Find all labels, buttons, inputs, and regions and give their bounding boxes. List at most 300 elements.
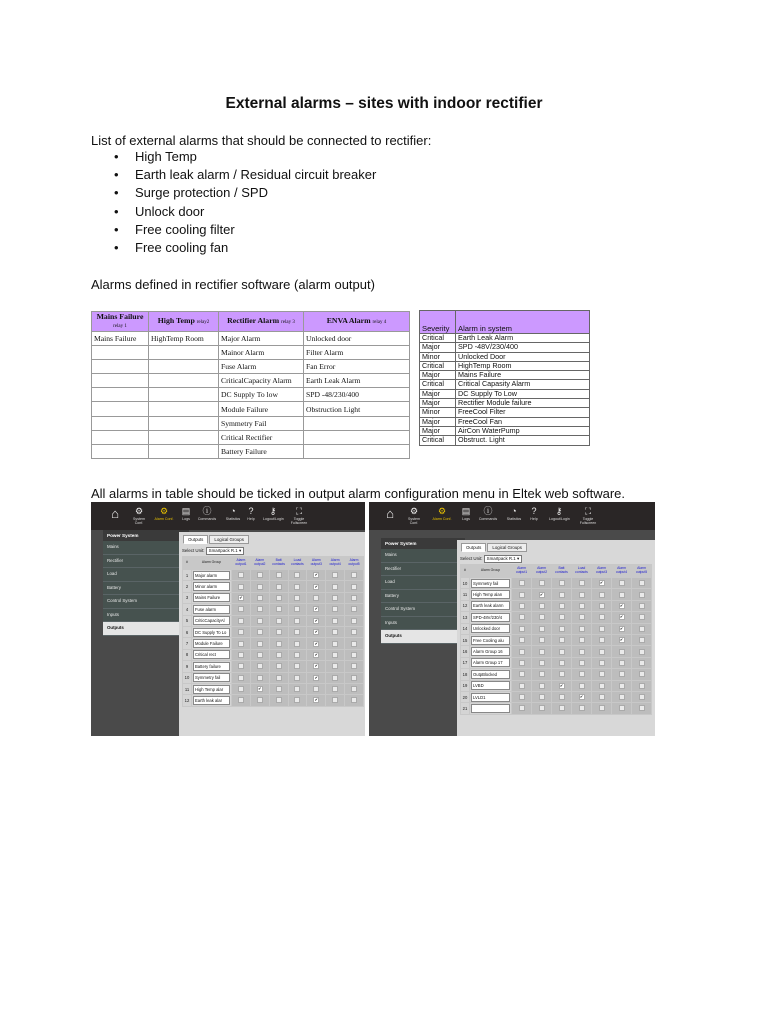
toolbar-item-3[interactable]	[456, 506, 476, 521]
alarm-checkbox[interactable]: ✔	[314, 606, 318, 612]
alarm-checkbox[interactable]	[619, 683, 625, 689]
alarm-checkbox[interactable]: ✔	[258, 686, 262, 692]
alarm-checkbox[interactable]	[639, 705, 645, 711]
alarm-checkbox[interactable]	[559, 626, 565, 632]
alarm-checkbox[interactable]	[238, 663, 244, 669]
alarm-checkbox[interactable]	[539, 649, 545, 655]
alarm-checkbox[interactable]	[599, 671, 605, 677]
alarm-checkbox[interactable]	[332, 697, 338, 703]
table-row	[420, 380, 590, 389]
table-cell: Obstruct. Light	[456, 436, 590, 445]
checkbox-cell	[232, 592, 251, 603]
alarm-group-input[interactable]: LVBD	[471, 681, 510, 690]
alarm-group-cell	[470, 657, 512, 668]
checkbox-cell	[512, 646, 532, 657]
checkbox-cell	[552, 680, 572, 691]
column-header-label: Rectifier Alarm	[227, 315, 280, 325]
checkbox-cell	[512, 680, 532, 691]
sidebar-item-label: Mains	[107, 544, 119, 549]
alarm-checkbox[interactable]	[351, 572, 357, 578]
tab-outputs[interactable]: Outputs	[461, 543, 486, 552]
alarm-checkbox[interactable]: ✔	[314, 697, 318, 703]
alarm-checkbox[interactable]: ✔	[599, 580, 604, 586]
toolbar-item-3[interactable]	[176, 506, 196, 521]
alarm-checkbox[interactable]	[276, 584, 282, 590]
alarm-checkbox[interactable]	[238, 652, 244, 658]
alarm-checkbox[interactable]	[619, 649, 625, 655]
alarm-checkbox[interactable]	[276, 675, 282, 681]
alarm-checkbox[interactable]: ✔	[314, 583, 318, 589]
toolbar-item-5[interactable]	[504, 506, 524, 521]
alarm-group-input[interactable]: Symmetry fail	[193, 673, 230, 682]
alarm-checkbox[interactable]	[539, 614, 545, 620]
alarm-checkbox[interactable]	[639, 660, 645, 666]
alarm-checkbox[interactable]	[519, 614, 525, 620]
alarm-checkbox[interactable]	[559, 705, 565, 711]
alarm-checkbox[interactable]	[351, 595, 357, 601]
alarm-checkbox[interactable]	[276, 686, 282, 692]
sidebar-item-control-system[interactable]	[103, 595, 189, 609]
alarm-checkbox[interactable]	[238, 584, 244, 590]
toolbar-item-2[interactable]	[432, 506, 452, 521]
table-cell	[149, 444, 219, 458]
alarm-checkbox[interactable]	[579, 649, 585, 655]
alarm-checkbox[interactable]	[332, 652, 338, 658]
checkbox-cell	[269, 570, 288, 581]
relay-table	[91, 311, 410, 459]
alarm-group-input[interactable]: DC Supply To Lo	[193, 628, 230, 637]
alarm-checkbox[interactable]	[332, 572, 338, 578]
alarm-checkbox[interactable]	[257, 663, 263, 669]
alarm-checkbox[interactable]	[276, 595, 282, 601]
alarm-checkbox[interactable]	[257, 606, 263, 612]
sidebar-item-battery[interactable]	[103, 582, 189, 596]
alarm-checkbox[interactable]	[579, 671, 585, 677]
sidebar-item-inputs[interactable]	[103, 609, 189, 623]
toolbar-item-7[interactable]	[549, 506, 569, 521]
alarm-checkbox[interactable]	[599, 592, 605, 598]
alarm-checkbox[interactable]	[238, 675, 244, 681]
table-row	[92, 332, 410, 346]
sidebar-item-rectifier[interactable]	[103, 555, 189, 569]
alarm-checkbox[interactable]	[639, 694, 645, 700]
alarm-checkbox[interactable]	[351, 663, 357, 669]
checkbox-cell	[552, 589, 572, 600]
alarm-group-input[interactable]: Mains Failure	[193, 593, 230, 602]
logs-icon: ▤	[181, 506, 191, 516]
alarm-checkbox[interactable]	[332, 606, 338, 612]
sidebar-item-mains[interactable]	[381, 549, 465, 563]
alarm-checkbox[interactable]	[599, 705, 605, 711]
alarm-checkbox[interactable]	[559, 671, 565, 677]
row-number: 11	[461, 589, 470, 600]
sidebar-item-rectifier[interactable]	[381, 563, 465, 577]
alarm-checkbox[interactable]	[639, 614, 645, 620]
table-cell: FreeCool Fan	[456, 417, 590, 426]
list-item	[91, 239, 376, 257]
sidebar-header: Power System	[103, 530, 189, 541]
checkbox-cell	[552, 703, 572, 714]
sidebar-item-load[interactable]	[381, 576, 465, 590]
toolbar-label: Commands	[197, 517, 217, 521]
alarm-checkbox[interactable]	[257, 629, 263, 635]
checkbox-cell	[632, 691, 652, 702]
toolbar-item-4[interactable]	[478, 506, 498, 521]
alarm-checkbox[interactable]	[579, 626, 585, 632]
home-button[interactable]	[108, 508, 122, 519]
alarm-checkbox[interactable]	[332, 618, 338, 624]
alarm-checkbox[interactable]: ✔	[579, 694, 584, 700]
alarm-group-input[interactable]: OutpBlocked	[471, 670, 510, 679]
alarm-checkbox[interactable]: ✔	[619, 625, 624, 631]
alarm-checkbox[interactable]	[539, 626, 545, 632]
alarm-checkbox[interactable]: ✔	[314, 629, 318, 635]
alarm-group-input[interactable]: Critical rect	[193, 650, 230, 659]
alarm-checkbox[interactable]	[579, 614, 585, 620]
table-row	[92, 430, 410, 444]
alarm-checkbox[interactable]	[257, 697, 263, 703]
checkbox-cell	[345, 638, 364, 649]
alarm-group-input[interactable]: Earth leak alar	[193, 696, 230, 705]
checkbox-cell	[612, 589, 632, 600]
statistics-icon: ◔	[230, 506, 236, 516]
alarm-checkbox[interactable]: ✔	[314, 674, 318, 680]
toolbar-item-5[interactable]	[223, 506, 243, 521]
alarm-group-input[interactable]: High Temp alan	[471, 590, 510, 599]
alarm-checkbox[interactable]	[639, 626, 645, 632]
unit-select[interactable]	[484, 555, 522, 563]
alarm-group-input[interactable]: Module Failure	[193, 639, 230, 648]
checkbox-cell	[552, 600, 572, 611]
alarm-group-input[interactable]: High Temp alar	[193, 685, 230, 694]
sidebar-item-battery[interactable]	[381, 590, 465, 604]
alarm-checkbox[interactable]	[579, 603, 585, 609]
alarm-checkbox[interactable]	[238, 618, 244, 624]
alarm-checkbox[interactable]	[294, 595, 300, 601]
alarm-checkbox[interactable]	[619, 705, 625, 711]
alarm-checkbox[interactable]	[519, 660, 525, 666]
checkbox-cell	[269, 661, 288, 672]
alarm-checkbox[interactable]	[294, 663, 300, 669]
alarm-checkbox[interactable]	[639, 580, 645, 586]
alarm-checkbox[interactable]	[519, 603, 525, 609]
alarm-checkbox[interactable]	[351, 697, 357, 703]
alarm-checkbox[interactable]	[276, 641, 282, 647]
alarm-checkbox[interactable]	[332, 675, 338, 681]
alarm-checkbox[interactable]	[332, 641, 338, 647]
alarm-checkbox[interactable]	[276, 618, 282, 624]
alarm-group-input[interactable]: Free Cooling alu	[471, 636, 510, 645]
alarm-checkbox[interactable]	[559, 592, 565, 598]
alarm-checkbox[interactable]	[639, 592, 645, 598]
eltek-screenshot-right	[369, 502, 655, 736]
alarm-checkbox[interactable]	[559, 614, 565, 620]
column-header: Alarm Group	[470, 565, 512, 578]
table-row	[92, 388, 410, 402]
alarm-checkbox[interactable]	[238, 641, 244, 647]
tab-logical-groups[interactable]: Logical Groups	[209, 535, 249, 544]
alarm-checkbox[interactable]	[238, 697, 244, 703]
alarm-checkbox[interactable]	[238, 686, 244, 692]
alarm-group-input[interactable]: LVLD1	[471, 693, 510, 702]
alarm-checkbox[interactable]	[332, 686, 338, 692]
alarm-checkbox[interactable]	[294, 641, 300, 647]
alarm-checkbox[interactable]	[351, 629, 357, 635]
alarm-checkbox[interactable]	[313, 595, 319, 601]
alarm-checkbox[interactable]	[238, 572, 244, 578]
alarm-group-input[interactable]: Symmetry fail	[471, 579, 510, 588]
alarm-checkbox[interactable]: ✔	[314, 617, 318, 623]
alarm-group-input[interactable]: Minor alarm	[193, 582, 230, 591]
alarm-checkbox[interactable]	[257, 641, 263, 647]
column-header: Alarm output3	[307, 557, 326, 570]
alarm-checkbox[interactable]	[294, 618, 300, 624]
alarm-checkbox[interactable]	[294, 686, 300, 692]
alarm-checkbox[interactable]	[579, 592, 585, 598]
alarm-checkbox[interactable]	[294, 652, 300, 658]
alarm-checkbox[interactable]	[351, 606, 357, 612]
alarm-checkbox[interactable]	[276, 663, 282, 669]
alarm-checkbox[interactable]	[332, 595, 338, 601]
checkbox-cell	[532, 634, 552, 645]
alarm-group-input[interactable]: SPD-48V/230/4	[471, 613, 510, 622]
alarm-group-input[interactable]: Fuse alarm	[193, 605, 230, 614]
checkbox-cell	[307, 581, 326, 592]
alarm-checkbox[interactable]	[619, 580, 625, 586]
checkbox-cell	[326, 695, 345, 706]
alarm-checkbox[interactable]	[238, 629, 244, 635]
alarm-checkbox[interactable]	[294, 675, 300, 681]
alarm-checkbox[interactable]	[559, 603, 565, 609]
alarm-checkbox[interactable]	[351, 652, 357, 658]
alarm-checkbox[interactable]	[351, 675, 357, 681]
alarm-checkbox[interactable]	[351, 686, 357, 692]
toolbar-item-4[interactable]	[197, 506, 217, 521]
alarm-checkbox[interactable]	[599, 694, 605, 700]
sidebar-item-outputs[interactable]	[381, 630, 465, 644]
sidebar-item-mains[interactable]	[103, 541, 189, 555]
alarm-checkbox[interactable]	[351, 584, 357, 590]
alarm-checkbox[interactable]	[257, 595, 263, 601]
alarm-checkbox[interactable]	[519, 637, 525, 643]
checkbox-cell	[612, 600, 632, 611]
alarm-checkbox[interactable]: ✔	[559, 682, 564, 688]
checkbox-cell	[288, 592, 307, 603]
table-row	[461, 646, 652, 657]
toolbar-item-1[interactable]	[404, 506, 424, 525]
alarm-checkbox[interactable]: ✔	[314, 572, 318, 578]
alarm-checkbox[interactable]	[579, 660, 585, 666]
alarm-checkbox[interactable]	[599, 660, 605, 666]
alarm-checkbox[interactable]	[351, 641, 357, 647]
alarm-checkbox[interactable]	[276, 652, 282, 658]
alarm-group-input[interactable]: Alarm Group 17	[471, 658, 510, 667]
alarm-checkbox[interactable]	[276, 697, 282, 703]
table-cell: Unlocked Door	[456, 352, 590, 361]
alarm-group-input[interactable]: Earth leak alarm	[471, 601, 510, 610]
alarm-checkbox[interactable]	[579, 580, 585, 586]
alarm-checkbox[interactable]	[313, 686, 319, 692]
alarm-checkbox[interactable]	[519, 694, 525, 700]
alarm-checkbox[interactable]	[599, 603, 605, 609]
alarm-checkbox[interactable]: ✔	[539, 591, 544, 597]
alarm-checkbox[interactable]	[539, 671, 545, 677]
table-cell: DC Supply To Low	[456, 389, 590, 398]
alarm-group-cell	[192, 604, 232, 615]
alarm-checkbox[interactable]	[539, 603, 545, 609]
alarm-checkbox[interactable]	[579, 705, 585, 711]
alarm-checkbox[interactable]	[599, 626, 605, 632]
alarm-group-cell	[470, 646, 512, 657]
alarm-checkbox[interactable]	[539, 580, 545, 586]
alarm-checkbox[interactable]	[559, 649, 565, 655]
sidebar-item-inputs[interactable]	[381, 617, 465, 631]
alarm-checkbox[interactable]: ✔	[619, 637, 624, 643]
column-header	[92, 312, 149, 332]
alarm-checkbox[interactable]	[519, 683, 525, 689]
alarm-checkbox[interactable]	[579, 683, 585, 689]
alarm-group-input[interactable]: CriticCapacityAl	[193, 616, 230, 625]
alarm-checkbox[interactable]	[257, 572, 263, 578]
alarm-checkbox[interactable]	[619, 592, 625, 598]
bullet-icon: •	[114, 221, 119, 237]
alarm-checkbox[interactable]: ✔	[619, 602, 624, 608]
alarm-checkbox[interactable]	[332, 663, 338, 669]
checkbox-cell	[326, 638, 345, 649]
alarm-group-input[interactable]: Battery failure	[193, 662, 230, 671]
alarm-checkbox[interactable]	[332, 584, 338, 590]
alarm-checkbox[interactable]	[276, 606, 282, 612]
alarm-checkbox[interactable]: ✔	[314, 640, 318, 646]
alarm-checkbox[interactable]	[619, 660, 625, 666]
alarm-group-input[interactable]: Major alarm	[193, 571, 230, 580]
tab-bar	[183, 535, 250, 544]
toolbar-item-6[interactable]	[524, 506, 544, 521]
alarm-checkbox[interactable]: ✔	[619, 614, 624, 620]
table-cell: Major	[420, 371, 456, 380]
alarm-checkbox[interactable]	[519, 705, 525, 711]
alarm-checkbox[interactable]	[539, 660, 545, 666]
alarm-checkbox[interactable]	[639, 603, 645, 609]
checkbox-cell	[632, 612, 652, 623]
toolbar-item-7[interactable]	[263, 506, 283, 521]
alarm-checkbox[interactable]	[599, 637, 605, 643]
checkbox-cell	[532, 680, 552, 691]
alarm-checkbox[interactable]	[559, 637, 565, 643]
alarm-checkbox[interactable]	[519, 671, 525, 677]
alarm-group-input[interactable]: Unlocked door	[471, 624, 510, 633]
alarm-checkbox[interactable]	[257, 584, 263, 590]
relay-label: relay 1	[113, 323, 127, 329]
alarm-checkbox[interactable]	[559, 694, 565, 700]
checkbox-cell	[552, 578, 572, 589]
alarm-group-input[interactable]: Alarm Group 16	[471, 647, 510, 656]
alarm-checkbox[interactable]	[294, 606, 300, 612]
checkbox-cell	[632, 703, 652, 714]
sidebar-item-label: Mains	[385, 552, 397, 557]
eltek-toolbar	[369, 502, 655, 530]
alarm-checkbox[interactable]	[619, 671, 625, 677]
table-row	[420, 417, 590, 426]
unit-select[interactable]	[206, 547, 244, 555]
alarm-checkbox[interactable]	[539, 694, 545, 700]
alarm-checkbox[interactable]	[599, 683, 605, 689]
checkbox-cell	[250, 581, 269, 592]
alarm-checkbox[interactable]	[257, 675, 263, 681]
alarm-checkbox[interactable]	[294, 572, 300, 578]
alarm-checkbox[interactable]	[539, 683, 545, 689]
list-item	[91, 221, 376, 239]
toolbar-item-8[interactable]	[578, 506, 598, 525]
alarm-checkbox[interactable]	[559, 660, 565, 666]
alarm-checkbox[interactable]	[294, 697, 300, 703]
gear-icon: ⚙	[159, 506, 169, 516]
alarm-checkbox[interactable]	[257, 618, 263, 624]
alarm-checkbox[interactable]	[294, 629, 300, 635]
tab-outputs[interactable]: Outputs	[183, 535, 208, 544]
alarm-checkbox[interactable]	[539, 705, 545, 711]
checkbox-cell	[612, 623, 632, 634]
alarm-checkbox[interactable]	[579, 637, 585, 643]
alarm-checkbox[interactable]	[332, 629, 338, 635]
alarm-checkbox[interactable]: ✔	[314, 663, 318, 669]
alarm-checkbox[interactable]	[519, 592, 525, 598]
alarm-checkbox[interactable]	[639, 637, 645, 643]
alarm-checkbox[interactable]	[294, 584, 300, 590]
alarm-checkbox[interactable]	[276, 629, 282, 635]
toolbar-item-8[interactable]	[289, 506, 309, 525]
table-row	[461, 600, 652, 611]
toolbar-item-6[interactable]	[241, 506, 261, 521]
home-button[interactable]	[383, 508, 397, 519]
alarm-group-input[interactable]	[471, 704, 510, 713]
alarm-checkbox[interactable]	[276, 572, 282, 578]
alarm-checkbox[interactable]	[599, 649, 605, 655]
alarm-checkbox[interactable]	[639, 683, 645, 689]
sidebar-item-control-system[interactable]	[381, 603, 465, 617]
row-number: 15	[461, 634, 470, 645]
tab-logical-groups[interactable]: Logical Groups	[487, 543, 527, 552]
alarm-checkbox[interactable]	[519, 580, 525, 586]
table-cell: Fuse Alarm	[219, 360, 304, 374]
alarm-checkbox[interactable]	[238, 606, 244, 612]
toolbar-label: Logout/Login	[549, 517, 570, 521]
alarm-checkbox[interactable]	[559, 580, 565, 586]
alarm-checkbox[interactable]	[639, 671, 645, 677]
alarm-checkbox[interactable]	[599, 614, 605, 620]
toolbar-item-2[interactable]	[154, 506, 174, 521]
checkbox-cell	[250, 683, 269, 694]
sidebar-item-load[interactable]	[103, 568, 189, 582]
toolbar-item-1[interactable]	[129, 506, 149, 525]
alarm-checkbox[interactable]	[351, 618, 357, 624]
checkbox-cell	[288, 615, 307, 626]
column-header: Alarm output1	[232, 557, 251, 570]
table-row	[420, 399, 590, 408]
alarm-checkbox[interactable]	[619, 694, 625, 700]
alarm-checkbox[interactable]	[519, 649, 525, 655]
checkbox-cell	[269, 615, 288, 626]
alarm-checkbox[interactable]: ✔	[314, 651, 318, 657]
alarm-checkbox[interactable]	[257, 652, 263, 658]
toolbar-label: Help	[247, 517, 255, 521]
alarm-checkbox[interactable]	[639, 649, 645, 655]
sidebar-item-outputs[interactable]	[103, 622, 189, 636]
alarm-checkbox[interactable]: ✔	[239, 594, 243, 600]
alarm-checkbox[interactable]	[539, 637, 545, 643]
row-number: 12	[461, 600, 470, 611]
alarm-checkbox[interactable]	[519, 626, 525, 632]
